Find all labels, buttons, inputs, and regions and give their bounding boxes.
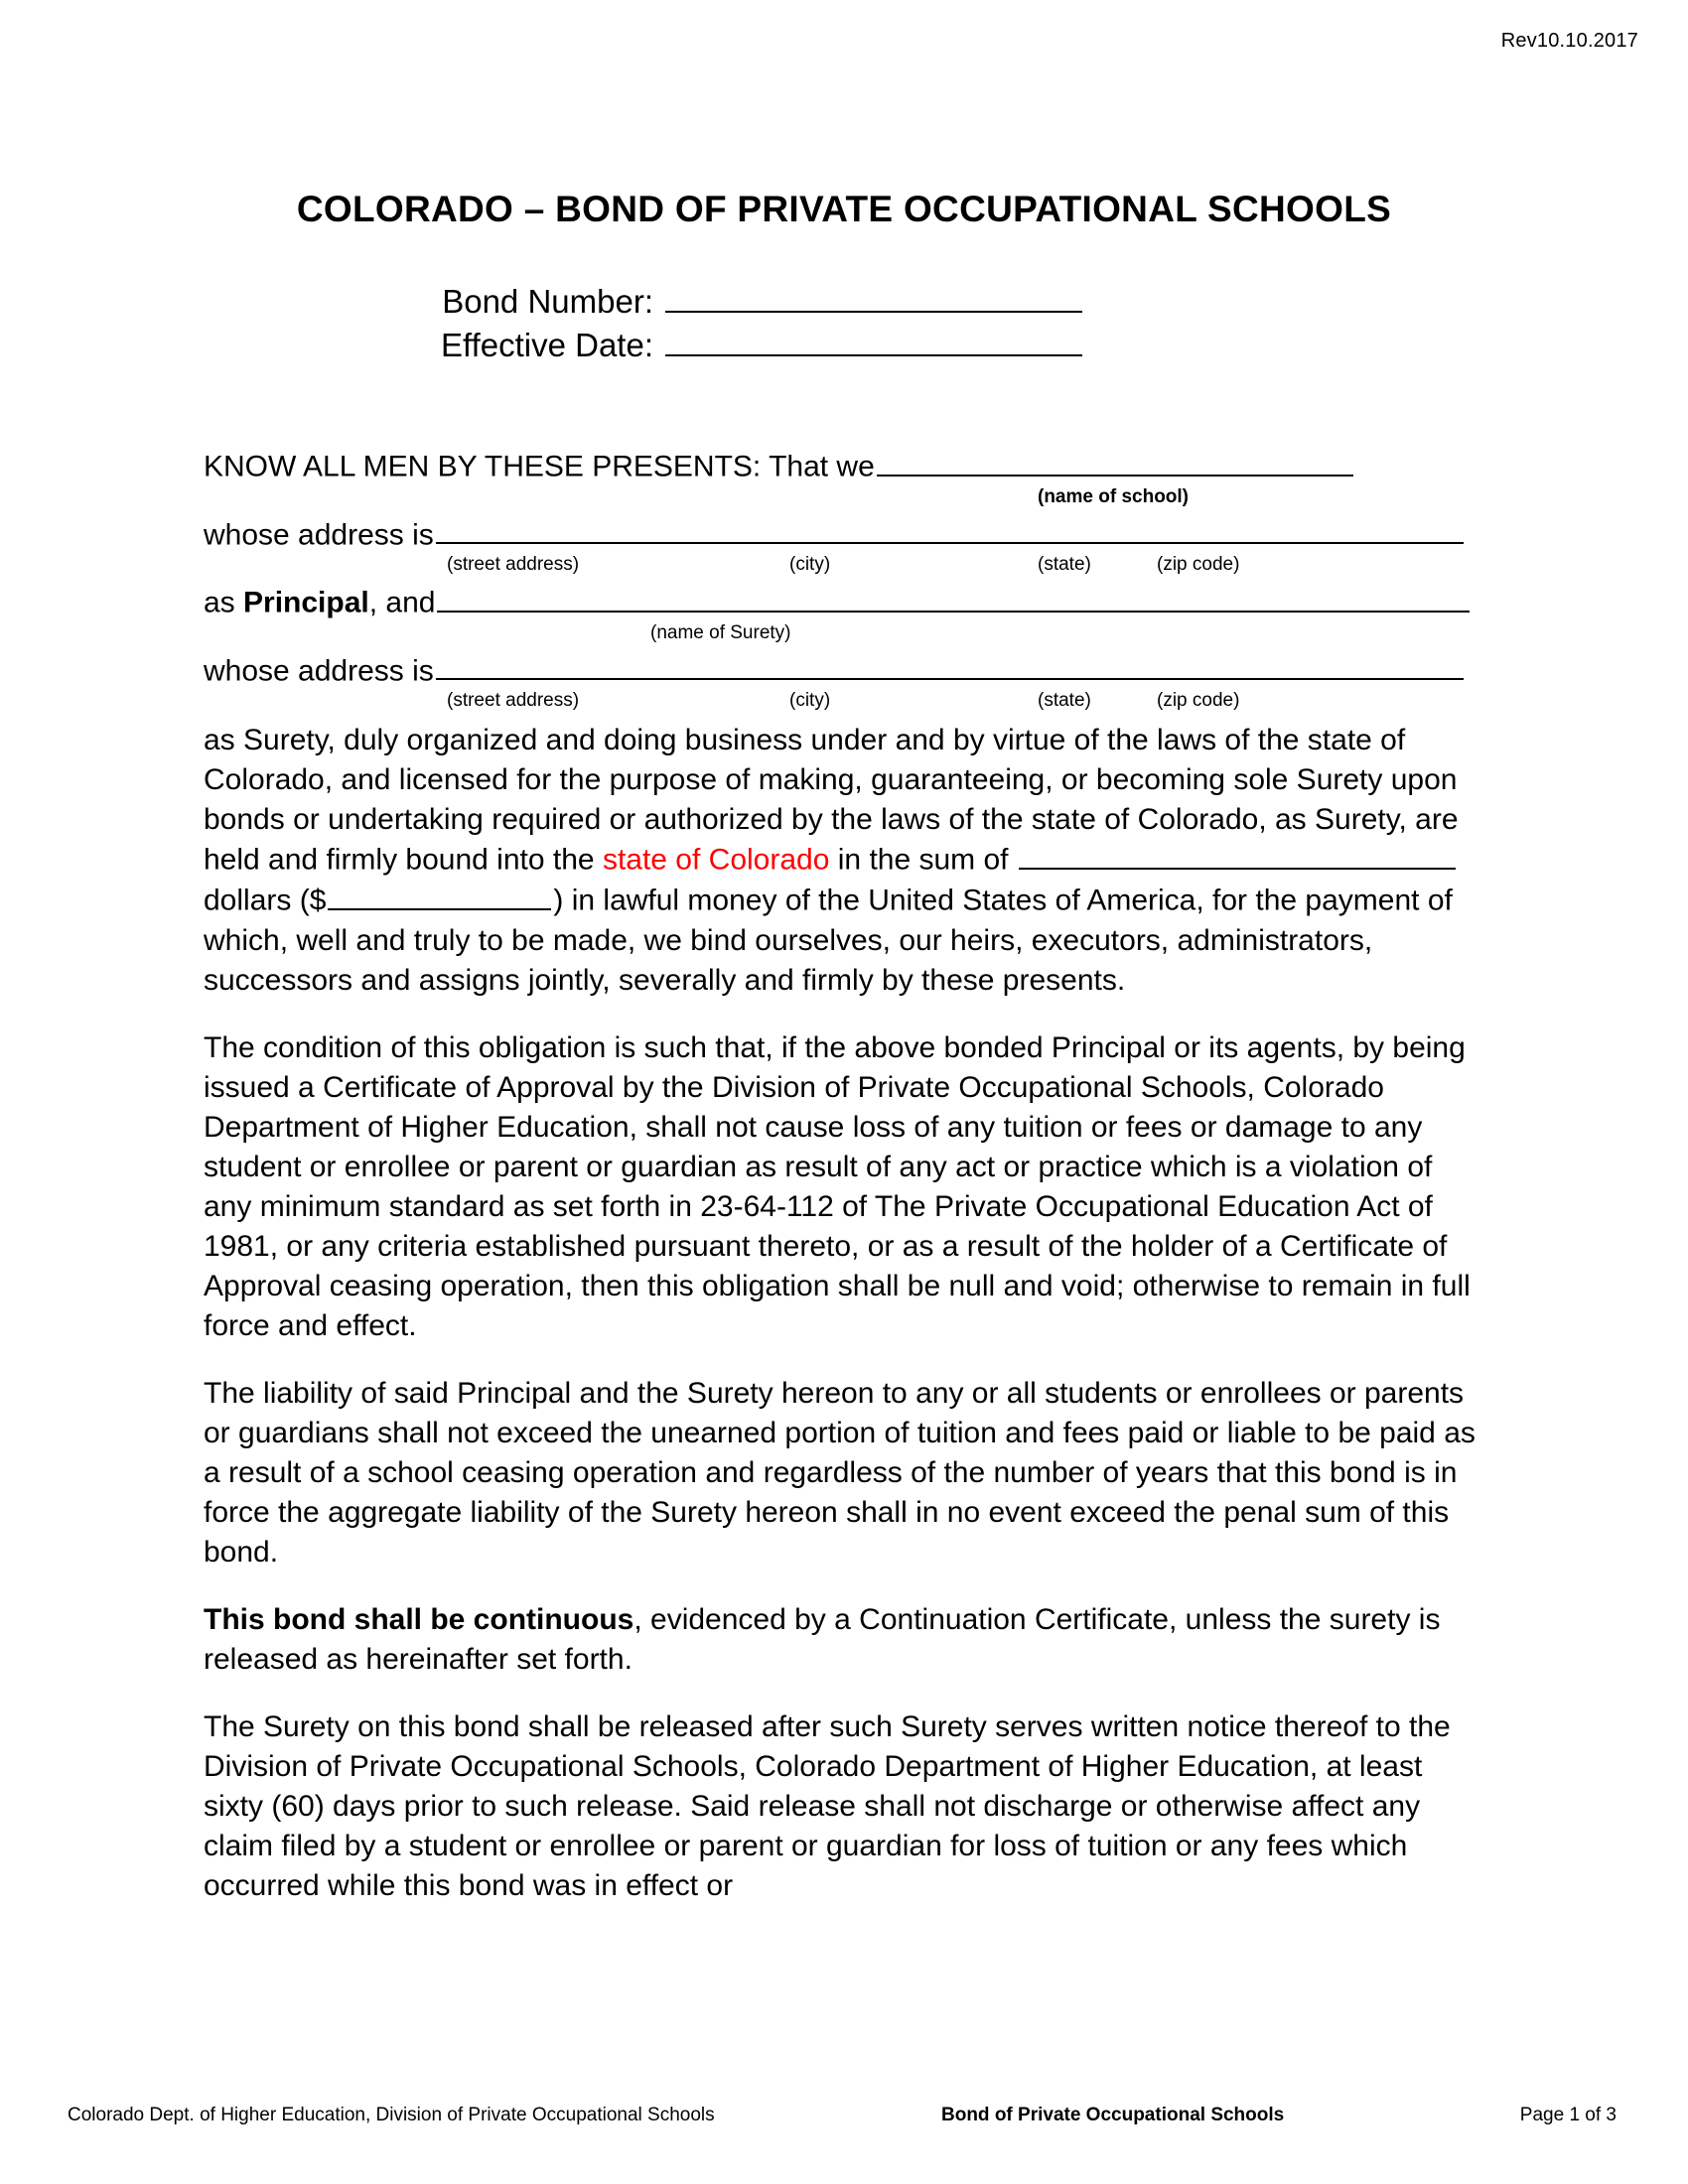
state-of-colorado-highlight: state of Colorado: [602, 843, 830, 877]
as-principal-suffix: , and: [368, 586, 436, 619]
footer-page-number: Page 1 of 3: [1519, 2105, 1617, 2125]
surety-clause-part2: in the sum of: [829, 843, 1017, 877]
caption-zip-1: (zip code): [1157, 554, 1240, 576]
effective-date-row: [417, 327, 1410, 364]
know-all-men-label: KNOW ALL MEN BY THESE PRESENTS: That we: [204, 450, 875, 483]
surety-address-row: [204, 651, 1484, 692]
caption-state-1: (state): [1038, 554, 1091, 576]
surety-name-row: [204, 583, 1484, 623]
bond-number-row: [417, 283, 1410, 321]
principal-address-input[interactable]: [436, 515, 1464, 545]
bond-number-label: Bond Number:: [442, 283, 653, 320]
continuous-bond-rest: , evidenced by a Continuation Certificate, unless the surety is released as hereinafter set forth.: [204, 1602, 1441, 1676]
surety-clause-paragraph: [204, 721, 1484, 1000]
know-all-men-row: [204, 447, 1484, 487]
surety-name-input[interactable]: [437, 583, 1470, 613]
bond-number-input[interactable]: [665, 285, 1082, 313]
footer-form-title: Bond of Private Occupational Schools: [941, 2105, 1285, 2125]
condition-paragraph: The condition of this obligation is such that, if the above bonded Principal or its agents, by being issued a Certificate of Approval by the Division of Private Occupational Schools, Colorado Department of Higher Education, shall not cause loss of any tuition or fees or damage to any student or enrollee or parent or guardian as result of any act or practice which is a violation of any minimum standard as set forth in 23-64-112 of The Private Occupational Education Act of 1981, or any criteria established pursuant thereto, or as a result of the holder of a Certificate of Approval ceasing operation, then this obligation shall be null and void; otherwise to remain in full force and effect.: [204, 1030, 1471, 1342]
release-paragraph: The Surety on this bond shall be released after such Surety serves written notice thereof to the Division of Private Occupational Schools, Colorado Department of Higher Education, at least sixty (60) days prior to such release. Said release shall not discharge or otherwise affect any claim filed by a student or enrollee or parent or guardian for loss of tuition or any fees which occurred while this bond was in effect or: [204, 1709, 1451, 1902]
continuous-bond-emphasis: This bond shall be continuous: [204, 1602, 634, 1636]
continuous-bond-paragraph: [204, 1600, 1484, 1680]
school-name-caption: (name of school): [1038, 485, 1190, 507]
school-name-caption-row: [204, 487, 1484, 515]
surety-address-caption-row: [204, 691, 1484, 719]
page-title: COLORADO – BOND OF PRIVATE OCCUPATIONAL SCHOOLS: [296, 189, 1392, 229]
effective-date-label: Effective Date:: [440, 327, 653, 363]
sum-in-figures-input[interactable]: [328, 881, 551, 910]
sum-in-words-input[interactable]: [1019, 840, 1456, 870]
caption-city-2: (city): [789, 690, 831, 712]
footer-agency: Colorado Dept. of Higher Education, Division of Private Occupational Schools: [68, 2105, 715, 2125]
surety-address-input[interactable]: [436, 651, 1464, 681]
caption-street-address-1: (street address): [447, 554, 580, 576]
caption-street-address-2: (street address): [447, 690, 580, 712]
bond-header-block: [417, 283, 1410, 370]
surety-clause-part4: ) in lawful money of the United States of America, for the payment of which, well and truly to be made, we bind ourselves, our heirs, executors, administrators, successors and assigns jointly, severally and firmly by these presents.: [204, 884, 1453, 997]
principal-address-caption-row: [204, 555, 1484, 583]
effective-date-input[interactable]: [665, 329, 1082, 356]
caption-city-1: (city): [789, 554, 831, 576]
caption-state-2: (state): [1038, 690, 1091, 712]
principal-address-row: [204, 515, 1484, 556]
as-principal-prefix: as: [204, 586, 244, 619]
revision-stamp: Rev10.10.2017: [1500, 30, 1638, 52]
principal-keyword: Principal: [243, 586, 369, 619]
surety-name-caption-row: [204, 623, 1484, 651]
surety-clause-part3: dollars ($: [204, 884, 327, 917]
caption-zip-2: (zip code): [1157, 690, 1240, 712]
document-body: [204, 447, 1484, 1906]
school-name-input[interactable]: [877, 447, 1353, 477]
surety-clause-part1: as Surety, duly organized and doing business under and by virtue of the laws of the state of Colorado, and licensed for the purpose of making, guaranteeing, or becoming sole Surety upon bonds or undertaking required or authorized by the laws of the state of Colorado, as Surety, are held and firmly bound into the: [204, 724, 1459, 877]
liability-paragraph: The liability of said Principal and the Surety hereon to any or all students or enrollees or parents or guardians shall not exceed the unearned portion of tuition and fees paid or liable to be paid as a result of a school ceasing operation and regardless of the number of years that this bond is in force the aggregate liability of the Surety hereon shall in no event exceed the penal sum of this bond.: [204, 1376, 1476, 1569]
surety-name-caption: (name of Surety): [650, 621, 791, 643]
whose-address-label-1: whose address is: [204, 518, 434, 552]
whose-address-label-2: whose address is: [204, 654, 434, 688]
